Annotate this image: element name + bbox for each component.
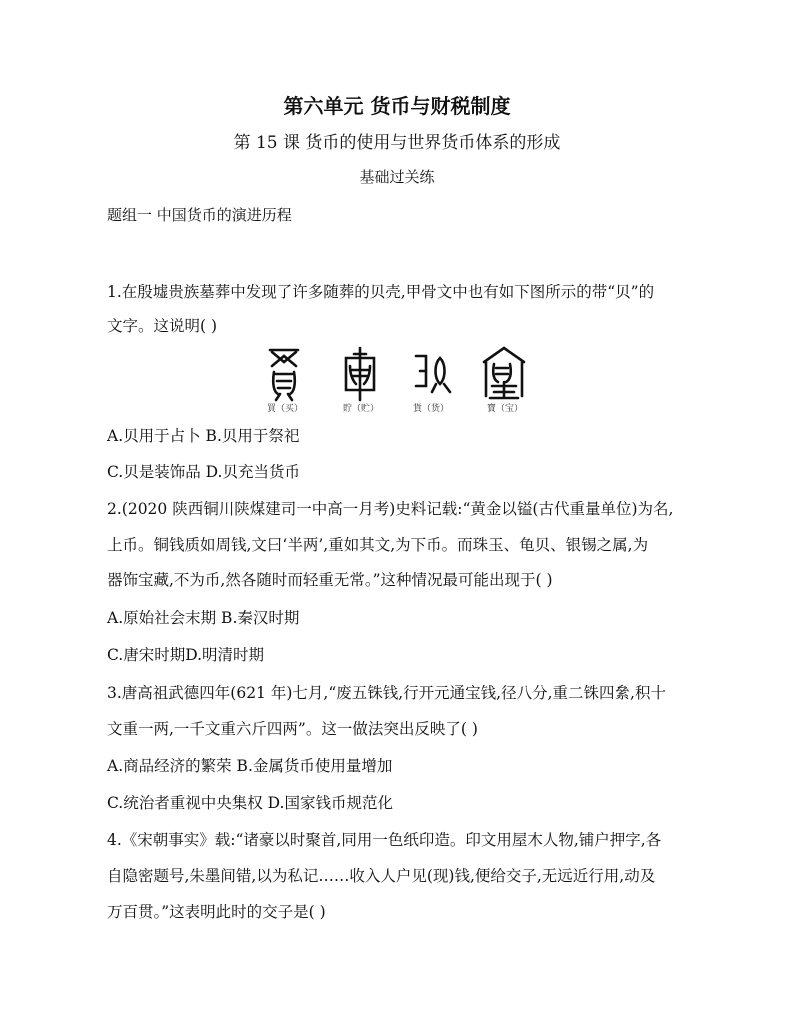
unit-title: 第六单元 货币与财税制度 bbox=[283, 94, 511, 118]
question-2-options-row-2: C.唐宋时期D.明清时期 bbox=[107, 646, 265, 664]
question-3-line-1: 3.唐高祖武德四年(621 年)七月,“废五铢钱,行开元通宝钱,径八分,重二铢四絫,积十 bbox=[107, 684, 666, 702]
figure-caption-mai: 買（买） bbox=[266, 404, 303, 414]
lesson-title: 第 15 课 货币的使用与世界货币体系的形成 bbox=[233, 133, 561, 153]
question-3-options-row-2: C.统治者重视中央集权 D.国家钱币规范化 bbox=[107, 794, 393, 812]
question-2-line-1: 2.(2020 陕西铜川陕煤建司一中高一月考)史料记载:“黄金以镒(古代重量单位)为名, bbox=[107, 500, 674, 518]
question-1-line-2: 文字。这说明( ) bbox=[107, 317, 218, 335]
question-2-line-2: 上币。铜钱质如周钱,文曰‘半两’,重如其文,为下币。而珠玉、龟贝、银锡之属,为 bbox=[107, 536, 649, 554]
oracle-bone-glyphs-figure bbox=[262, 344, 532, 404]
group-title: 题组一 中国货币的演进历程 bbox=[107, 206, 292, 224]
glyph-mai-icon bbox=[270, 350, 298, 400]
question-1-line-1: 1.在殷墟贵族墓葬中发现了许多随葬的贝壳,甲骨文中也有如下图所示的带“贝”的 bbox=[107, 283, 655, 301]
question-2-options-row-1: A.原始社会末期 B.秦汉时期 bbox=[107, 609, 300, 627]
question-4-line-1: 4.《宋朝事实》载:“诸豪以时聚首,同用一色纸印造。印文用屋木人物,铺户押字,各 bbox=[107, 831, 662, 849]
figure-caption-zhu: 貯（贮） bbox=[342, 404, 379, 414]
question-4-line-3: 万百贯。”这表明此时的交子是( ) bbox=[107, 903, 326, 921]
question-1-options-row-2: C.贝是装饰品 D.贝充当货币 bbox=[107, 463, 300, 481]
glyph-huo-icon bbox=[416, 356, 450, 392]
glyph-bao-icon bbox=[484, 348, 524, 398]
section-title: 基础过关练 bbox=[359, 168, 435, 186]
question-4-line-2: 自隐密题号,朱墨间错,以为私记……收入人户见(现)钱,便给交子,无远近行用,动及 bbox=[107, 867, 656, 885]
question-3-line-2: 文重一两,一千文重六斤四两”。这一做法突出反映了( ) bbox=[107, 720, 478, 738]
question-1-options-row-1: A.贝用于占卜 B.贝用于祭祀 bbox=[107, 427, 300, 445]
glyph-zhu-icon bbox=[346, 348, 374, 400]
figure-caption-bao: 寶（宝） bbox=[486, 404, 523, 414]
question-3-options-row-1: A.商品经济的繁荣 B.金属货币使用量增加 bbox=[107, 757, 393, 775]
question-2-line-3: 器饰宝藏,不为币,然各随时而轻重无常。”这种情况最可能出现于( ) bbox=[107, 571, 553, 589]
figure-caption-huo: 貨（货） bbox=[412, 404, 449, 414]
